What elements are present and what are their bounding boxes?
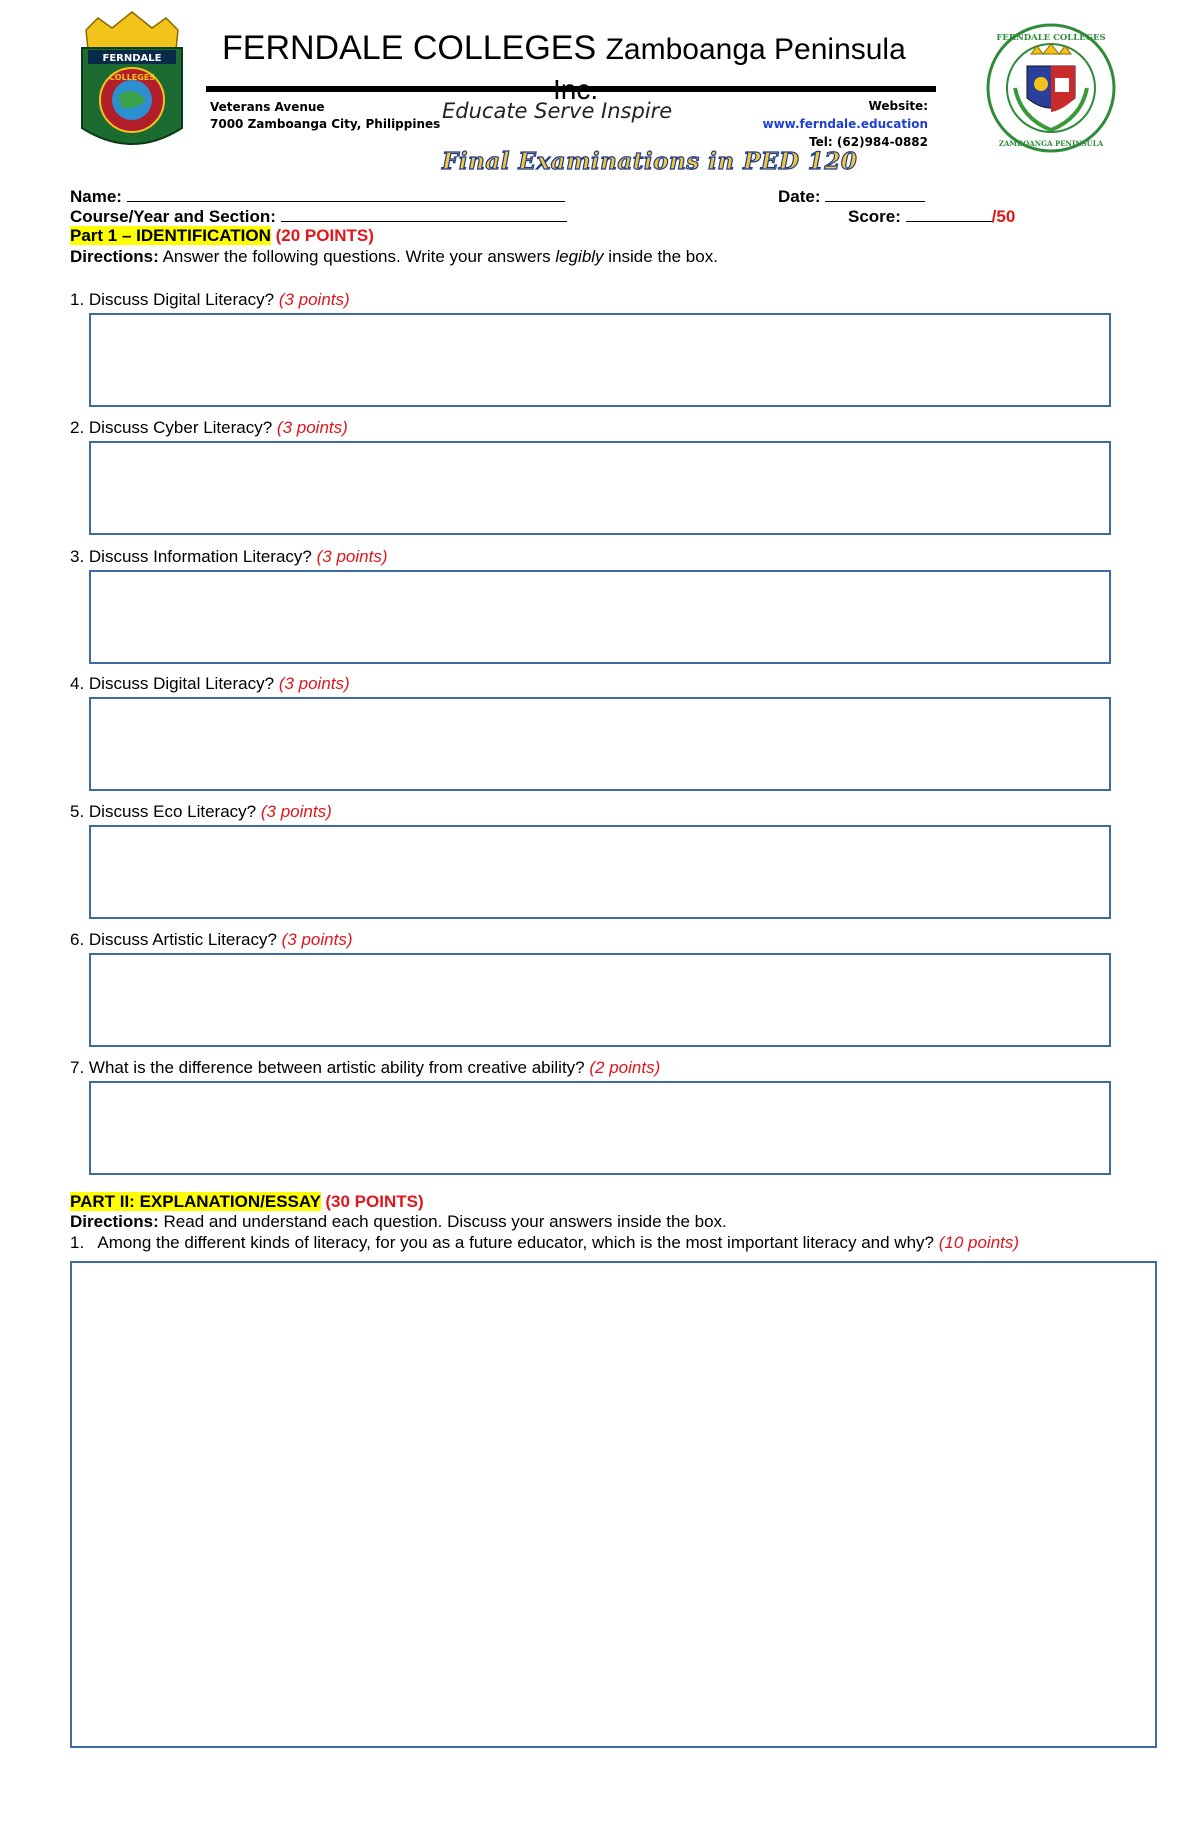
question-text: 1. Discuss Digital Literacy? — [70, 290, 275, 309]
question-3 — [70, 547, 388, 567]
question-points: (3 points) — [316, 547, 388, 566]
name-blank[interactable] — [127, 186, 565, 202]
question-points: (2 points) — [589, 1058, 661, 1077]
contact-info — [706, 97, 928, 151]
answer-box-4[interactable] — [89, 697, 1111, 791]
address — [210, 99, 440, 133]
part1-directions — [70, 247, 718, 267]
motto: Educate Serve Inspire — [442, 99, 673, 123]
part2-title: PART II: EXPLANATION/ESSAY — [70, 1192, 321, 1211]
answer-box-1[interactable] — [89, 313, 1111, 407]
question-points: (3 points) — [278, 674, 350, 693]
essay-question-points: (10 points) — [938, 1233, 1020, 1252]
essay-question-number: 1. — [70, 1233, 85, 1252]
header-rule — [206, 86, 936, 92]
part2-directions — [70, 1212, 727, 1232]
institution-name: FERNDALE COLLEGES — [222, 29, 597, 67]
website-label: Website: — [868, 99, 928, 113]
answer-box-2[interactable] — [89, 441, 1111, 535]
institution-suffix: Zamboanga Peninsula — [605, 33, 906, 66]
question-6 — [70, 930, 353, 950]
question-text: 7. What is the difference between artistic ability from creative ability? — [70, 1058, 585, 1077]
question-4 — [70, 674, 350, 694]
ferndale-left-logo — [78, 10, 186, 155]
date-blank[interactable] — [825, 186, 925, 202]
answer-box-3[interactable] — [89, 570, 1111, 664]
part1-points: (20 POINTS) — [275, 226, 374, 245]
date-label: Date: — [778, 187, 821, 206]
essay-question-1 — [70, 1233, 1019, 1253]
essay-question-text: Among the different kinds of literacy, for you as a future educator, which is the most important literacy and why? — [97, 1233, 934, 1252]
essay-answer-box[interactable] — [70, 1261, 1157, 1748]
name-label: Name: — [70, 187, 122, 206]
telephone: Tel: (62)984-0882 — [809, 135, 928, 149]
course-blank[interactable] — [281, 206, 567, 222]
course-label: Course/Year and Section: — [70, 207, 276, 226]
logo-left-mid-text: COLLEGES — [108, 73, 156, 82]
question-points: (3 points) — [260, 802, 332, 821]
part1-directions-text: Answer the following questions. Write your answers — [162, 247, 551, 266]
course-field[interactable] — [70, 206, 567, 227]
date-field[interactable] — [778, 186, 925, 207]
question-text: 3. Discuss Information Literacy? — [70, 547, 312, 566]
part2-heading — [70, 1192, 424, 1212]
part2-directions-text: Read and understand each question. Discuss your answers inside the box. — [163, 1212, 727, 1231]
question-5 — [70, 802, 332, 822]
ferndale-right-seal — [985, 22, 1117, 154]
seal-top-text: FERNDALE COLLEGES — [996, 33, 1106, 43]
question-text: 6. Discuss Artistic Literacy? — [70, 930, 277, 949]
score-field[interactable] — [848, 206, 1015, 227]
part1-directions-label: Directions: — [70, 247, 159, 266]
address-line-1: Veterans Avenue — [210, 100, 325, 114]
question-text: 4. Discuss Digital Literacy? — [70, 674, 275, 693]
part2-directions-label: Directions: — [70, 1212, 159, 1231]
address-line-2: 7000 Zamboanga City, Philippines — [210, 117, 441, 131]
exam-title: Final Examinations in PED 120 — [442, 148, 858, 175]
question-text: 2. Discuss Cyber Literacy? — [70, 418, 273, 437]
score-blank[interactable] — [906, 206, 992, 222]
question-points: (3 points) — [276, 418, 348, 437]
question-text: 5. Discuss Eco Literacy? — [70, 802, 257, 821]
seal-bottom-text: ZAMBOANGA PENINSULA — [998, 139, 1104, 148]
part1-directions-end: inside the box. — [608, 247, 718, 266]
question-1 — [70, 290, 350, 310]
question-2 — [70, 418, 348, 438]
answer-box-7[interactable] — [89, 1081, 1111, 1175]
answer-box-6[interactable] — [89, 953, 1111, 1047]
score-total: /50 — [991, 207, 1016, 226]
part1-heading — [70, 226, 374, 246]
part1-directions-emphasis: legibly — [555, 247, 604, 266]
question-7 — [70, 1058, 660, 1078]
part1-title: Part 1 – IDENTIFICATION — [70, 226, 271, 245]
score-label: Score: — [848, 207, 901, 226]
website-link[interactable]: www.ferndale.education — [762, 117, 928, 131]
logo-left-top-text: FERNDALE — [102, 53, 162, 64]
question-points: (3 points) — [281, 930, 353, 949]
name-field[interactable] — [70, 186, 565, 207]
question-points: (3 points) — [278, 290, 350, 309]
part2-points: (30 POINTS) — [325, 1192, 424, 1211]
institution-title — [222, 30, 982, 68]
answer-box-5[interactable] — [89, 825, 1111, 919]
